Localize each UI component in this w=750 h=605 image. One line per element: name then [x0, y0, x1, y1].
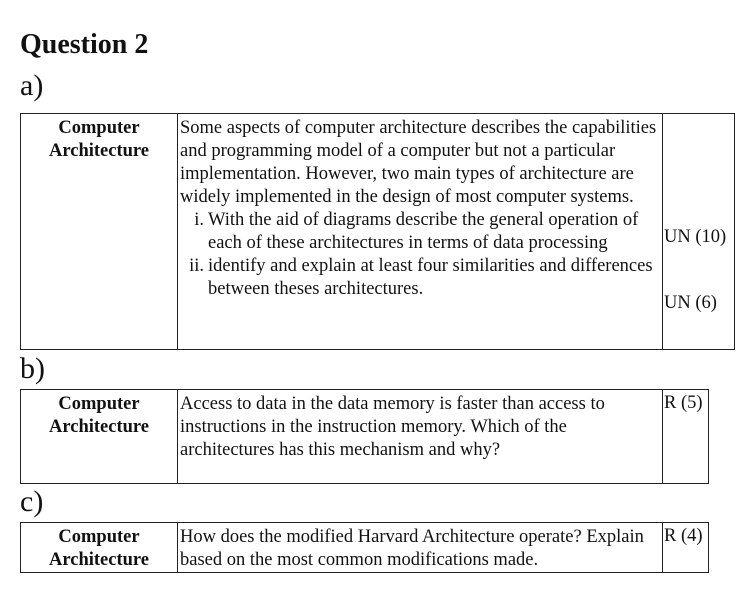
- part-b-table: [20, 389, 709, 484]
- part-b-mark: R (5): [664, 393, 703, 413]
- part-b-topic: [21, 390, 178, 484]
- subitem-number: i.: [194, 210, 204, 230]
- part-c-label: c): [20, 485, 44, 518]
- subitem-number: ii.: [189, 256, 204, 276]
- topic-line2: Architecture: [49, 550, 149, 570]
- part-a-topic: [21, 114, 178, 350]
- part-b-label: b): [20, 352, 45, 385]
- part-a-subitems: [180, 209, 662, 301]
- part-c-body: [178, 523, 663, 573]
- part-b-marks: [663, 390, 709, 484]
- part-c-text: How does the modified Harvard Architecture operate? Explain based on the most common modifications made.: [180, 527, 644, 570]
- topic-line1: Computer: [58, 527, 140, 547]
- topic-line2: Architecture: [49, 417, 149, 437]
- topic-line1: Computer: [58, 118, 140, 138]
- mark-i: UN (10): [664, 227, 727, 247]
- part-c-topic: [21, 523, 178, 573]
- part-a-text: Some aspects of computer architecture describes the capabilities and programming model of a computer but not a particular implementation. However, two main types of architecture are widely implemented in the design of most computer systems.: [180, 118, 657, 207]
- question-heading: Question 2: [20, 29, 149, 60]
- mark-ii: UN (6): [664, 293, 717, 313]
- part-a-label: a): [20, 69, 44, 102]
- subitem-text: identify and explain at least four similarities and differences between theses architectures.: [208, 256, 653, 299]
- subitem-ii: [180, 255, 662, 301]
- part-c-mark: R (4): [664, 526, 703, 546]
- topic-line2: Architecture: [49, 141, 149, 161]
- part-a-table: [20, 113, 735, 350]
- subitem-i: [180, 209, 662, 255]
- topic-line1: Computer: [58, 394, 140, 414]
- part-a-marks: [663, 114, 735, 350]
- part-b-body: [178, 390, 663, 484]
- part-c-table: [20, 522, 709, 573]
- part-a-body: [178, 114, 663, 350]
- part-c-marks: [663, 523, 709, 573]
- subitem-text: With the aid of diagrams describe the general operation of each of these architectures in terms of data processing: [208, 210, 639, 253]
- part-b-text: Access to data in the data memory is faster than access to instructions in the instruction memory. Which of the architectures has this mechanism and why?: [180, 394, 605, 460]
